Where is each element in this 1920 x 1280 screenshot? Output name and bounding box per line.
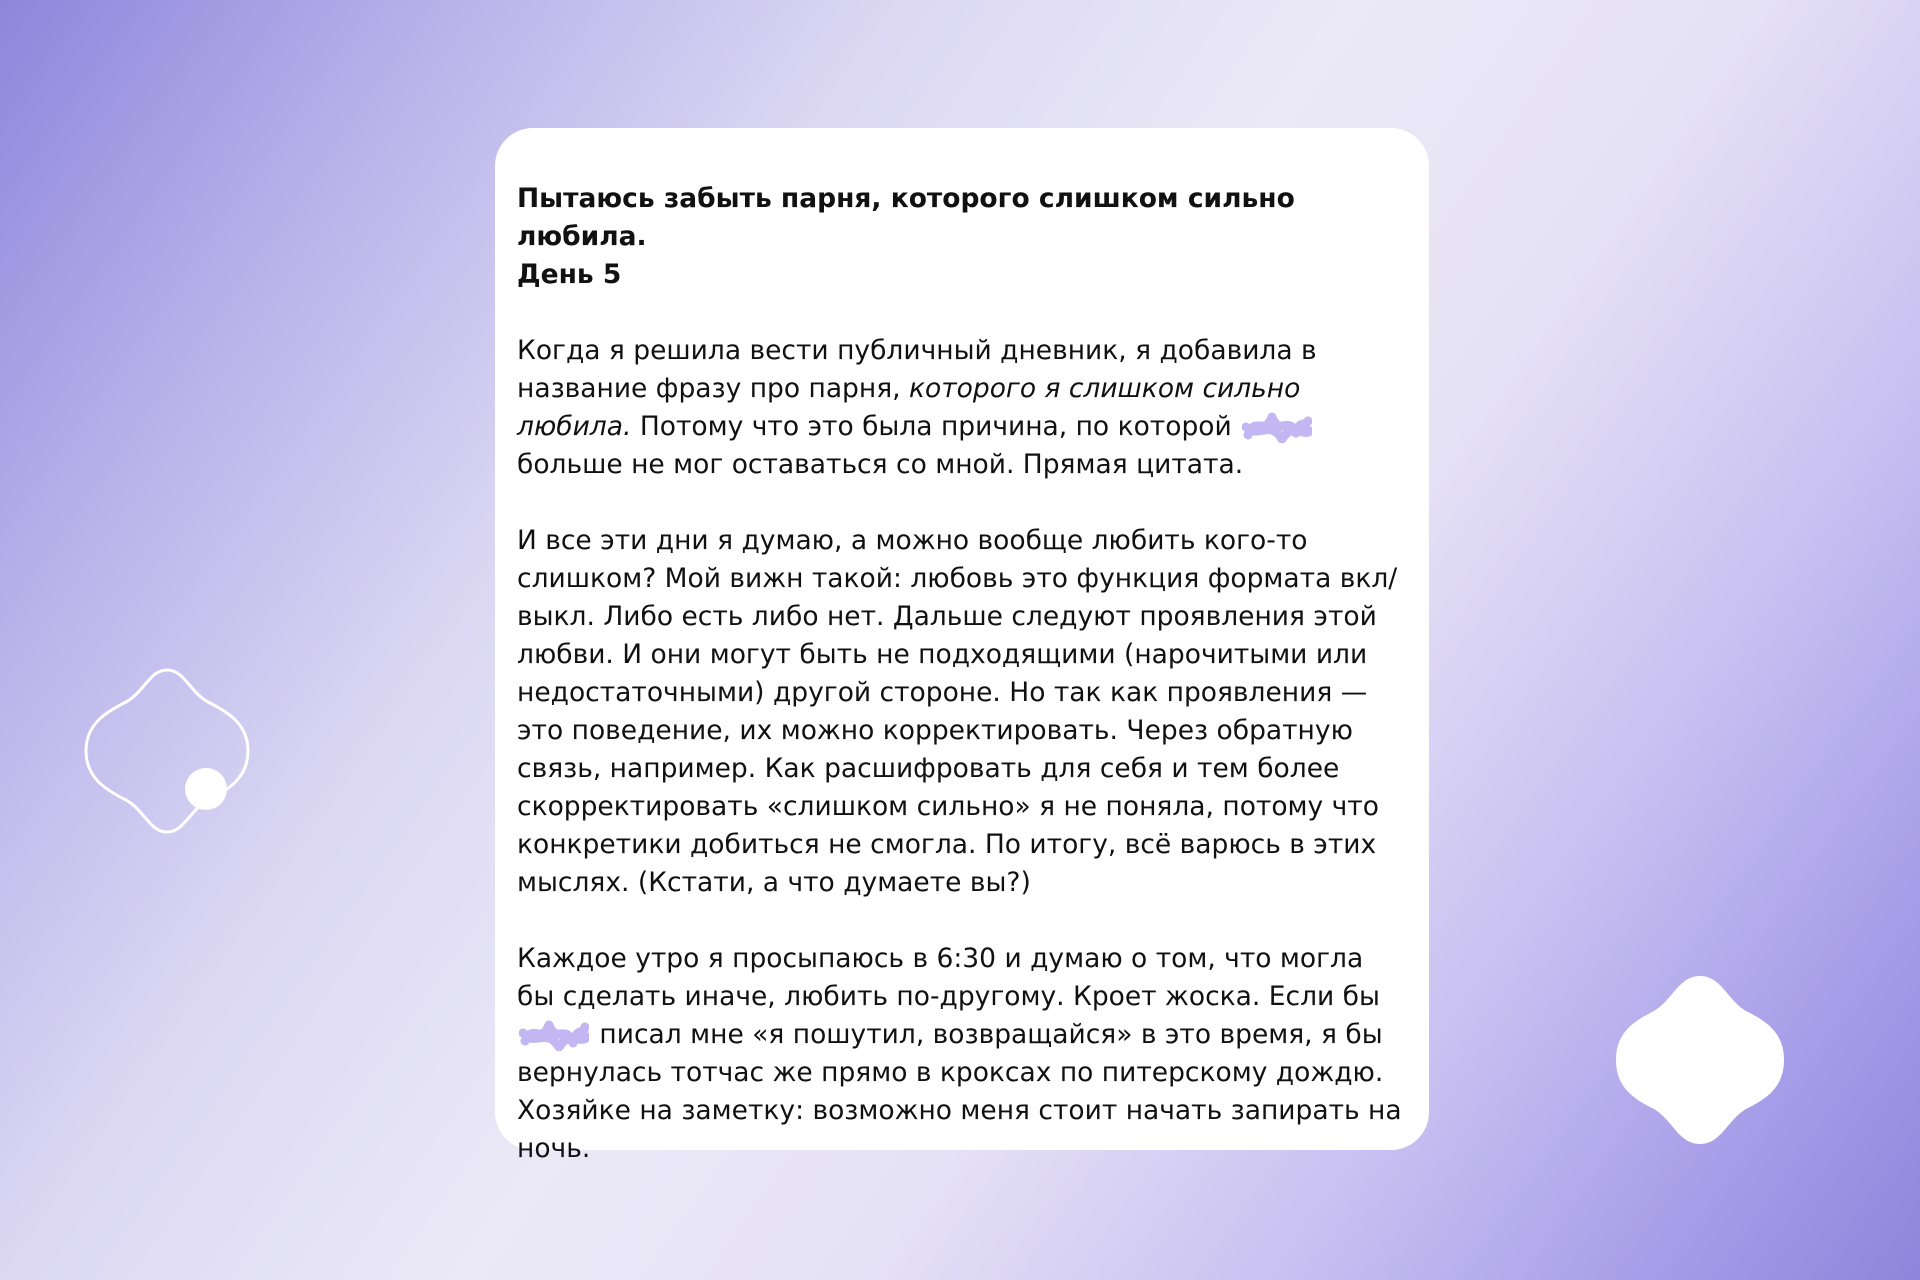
p1-text-1: Когда я решила вести публичный дневник, я добавила в название фразу про парня, (517, 335, 1317, 404)
p1-italic-phrase: которого я слишком сильно любила. (517, 373, 1301, 442)
post-paragraph-3 (517, 940, 1407, 1168)
rounded-square-solid-icon (1612, 972, 1788, 1148)
rounded-square-outline-with-dot-icon (78, 662, 256, 840)
p1-text-2: Потому что это была причина, по которой (631, 411, 1241, 442)
post-title-line2: День 5 (517, 259, 622, 290)
post-meta-faded (521, 160, 701, 168)
post-paragraph-2: И все эти дни я думаю, а можно вообще любить кого-то слишком? Мой вижн такой: любовь это функция формата вкл/выкл. Либо есть либо нет. Дальше следуют проявления этой любви. И они могут быть не подходящими (нарочитыми или недостаточными) другой стороне. Но так как проявления — это поведение, их можно корректировать. Через обратную связь, например. Как расшифровать для себя и тем более скорректировать «слишком сильно» я не поняла, потому что конкретики добиться не смогла. По итогу, всё варюсь в этих мыслях. (Кстати, а что думаете вы?) (517, 525, 1398, 898)
p3-text-1: Каждое утро я просыпаюсь в 6:30 и думаю о том, что могла бы сделать иначе, любить по-другому. Кроет жоска. Если бы (517, 943, 1380, 1012)
post-title (517, 180, 1407, 294)
p1-text-3: больше не мог оставаться со мной. Прямая цитата. (517, 449, 1244, 480)
post-paragraph-1 (517, 332, 1407, 484)
p3-text-2: писал мне «я пошутил, возвращайся» в это время, я бы вернулась тотчас же прямо в кроксах по питерскому дождю. Хозяйке на заметку: возможно меня стоит начать запирать на ночь. (517, 1019, 1402, 1164)
diary-post-card (495, 128, 1429, 1164)
redaction-scribble-icon (1242, 409, 1312, 443)
redaction-scribble-icon (519, 1017, 589, 1051)
post-title-line1: Пытаюсь забыть парня, которого слишком сильно любила. (517, 183, 1295, 252)
